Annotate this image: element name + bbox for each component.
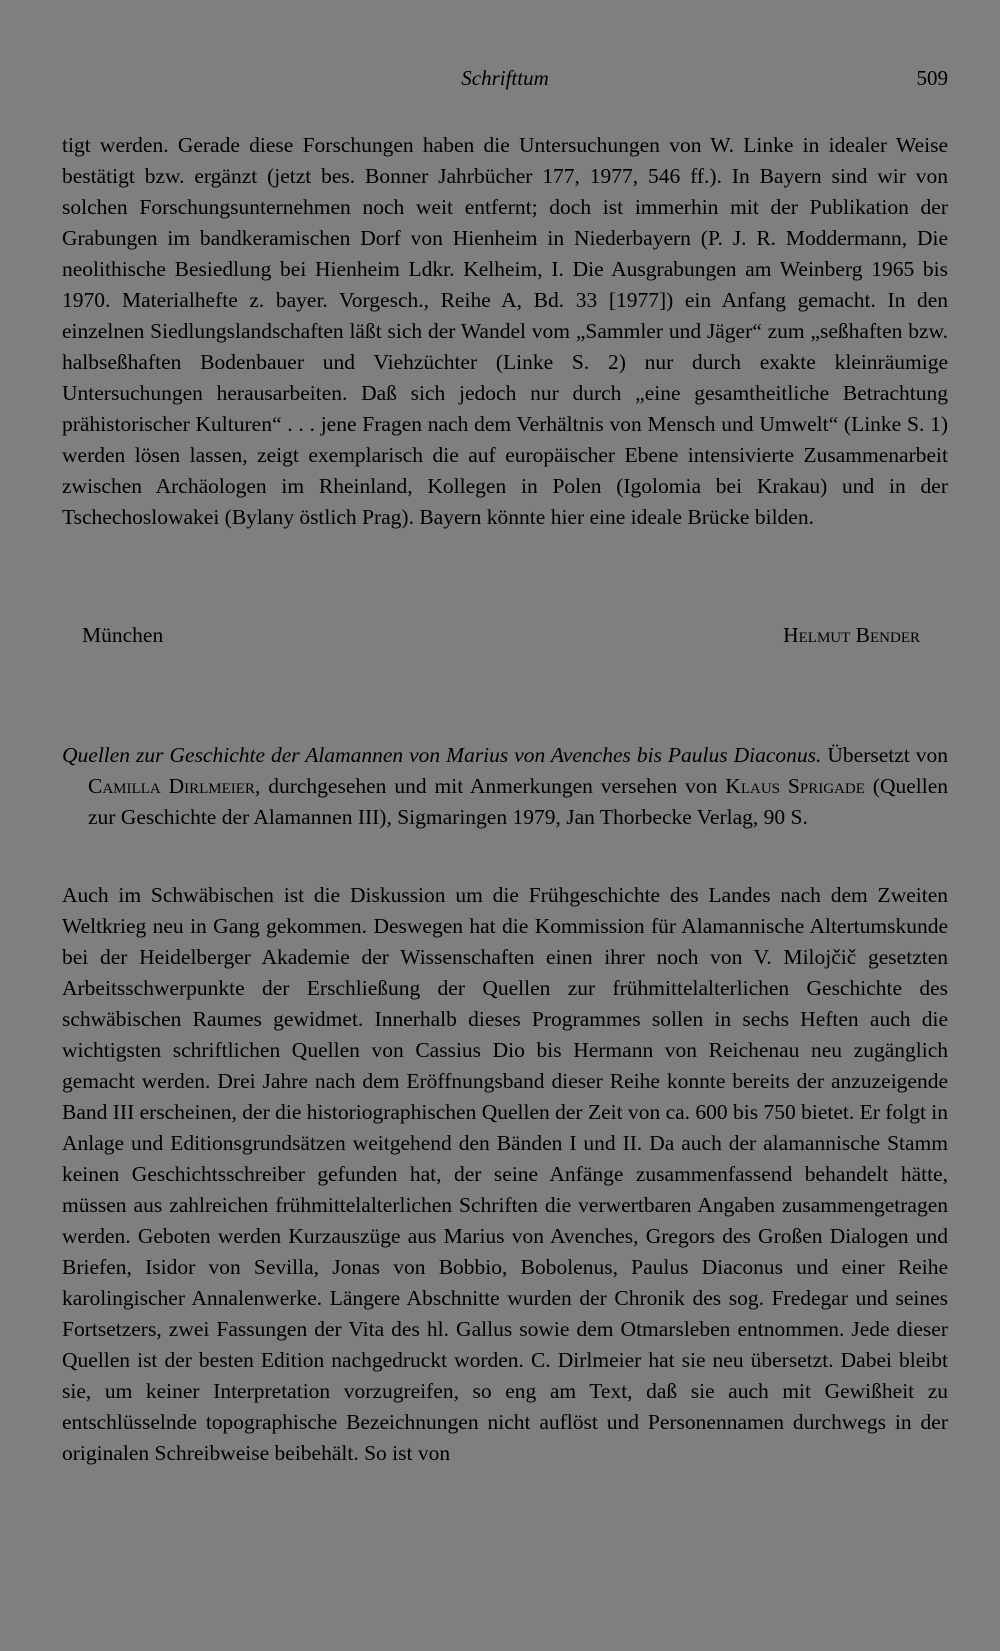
citation-text-1: Übersetzt von xyxy=(821,743,948,767)
citation-translator: Camilla Dirlmeier xyxy=(88,774,255,798)
running-title: Schrifttum xyxy=(461,66,549,90)
citation-text-2: , durchgesehen und mit Anmerkungen versehen von xyxy=(254,774,726,798)
page-number: 509 xyxy=(916,66,948,90)
bibliographic-citation xyxy=(62,740,948,833)
signature-author: Helmut Bender xyxy=(783,623,920,647)
signature-place: München xyxy=(82,623,164,647)
citation-editor: Klaus Sprigade xyxy=(725,774,865,798)
body-paragraph-2: Auch im Schwäbischen ist die Diskussion um die Frühgeschichte des Landes nach dem Zweiten Weltkrieg neu in Gang gekommen. Deswegen hat die Kommission für Alamannische Altertumskunde bei der Heidelberger Akademie der Wissenschaften einen ihrer noch von V. Milojčič gesetzten Arbeitsschwerpunkte der Erschließung der Quellen zur frühmittelalterlichen Geschichte des schwäbischen Raumes gewidmet. Innerhalb dieses Programmes sollen in sechs Heften auch die wichtigsten schriftlichen Quellen von Cassius Dio bis Hermann von Reichenau neu zugänglich gemacht werden. Drei Jahre nach dem Eröffnungsband dieser Reihe konnte bereits der anzuzeigende Band III erscheinen, der die historiographischen Quellen der Zeit von ca. 600 bis 750 bietet. Er folgt in Anlage und Editionsgrundsätzen weitgehend den Bänden I und II. Da auch der alamannische Stamm keinen Geschichtsschreiber gefunden hat, der seine Anfänge zusammenfassend behandelt hätte, müssen aus zahlreichen frühmittelalterlichen Schriften die verwertbaren Angaben zusammengetragen werden. Geboten werden Kurzauszüge aus Marius von Avenches, Gregors des Großen Dialogen und Briefen, Isidor von Sevilla, Jonas von Bobbio, Bobolenus, Paulus Diaconus und einer Reihe karolingischer Annalenwerke. Längere Abschnitte wurden der Chronik des sog. Fredegar und seines Fortsetzers, zwei Fassungen der Vita des hl. Gallus sowie dem Otmarsleben entnommen. Jede dieser Quellen ist der besten Edition nachgedruckt worden. C. Dirlmeier hat sie neu übersetzt. Dabei bleibt sie, um keiner Interpretation vorzugreifen, so eng am Text, daß sie auch mit Gewißheit zu entschlüsselnde topographische Bezeichnungen nicht auflöst und Personennamen durchwegs in der originalen Schreibweise beibehält. So ist von xyxy=(62,883,949,1465)
citation-text-3: (Quellen zur Geschichte der Alamannen III), Sigmaringen 1979, Jan Thorbecke Verlag, 90 S. xyxy=(88,774,949,829)
citation-title: Quellen zur Geschichte der Alamannen von Marius von Avenches bis Paulus Diaconus. xyxy=(62,743,822,767)
page-header xyxy=(62,62,948,96)
body-paragraph-1: tigt werden. Gerade diese Forschungen haben die Untersuchungen von W. Linke in idealer Weise bestätigt bzw. ergänzt (jetzt bes. Bonner Jahrbücher 177, 1977, 546 ff.). In Bayern sind wir von solchen Forschungsunternehmen noch weit entfernt; doch ist immerhin mit der Publikation der Grabungen im bandkeramischen Dorf von Hienheim in Niederbayern (P. J. R. Moddermann, Die neolithische Besiedlung bei Hienheim Ldkr. Kelheim, I. Die Ausgrabungen am Weinberg 1965 bis 1970. Materialhefte z. bayer. Vorgesch., Reihe A, Bd. 33 [1977]) ein Anfang gemacht. In den einzelnen Siedlungslandschaften läßt sich der Wandel vom „Sammler und Jäger“ zum „seßhaften bzw. halbseßhaften Bodenbauer und Viehzüchter (Linke S. 2) nur durch exakte kleinräumige Untersuchungen herausarbeiten. Daß sich jedoch nur durch „eine gesamtheitliche Betrachtung prähistorischer Kulturen“ . . . jene Fragen nach dem Verhältnis von Mensch und Umwelt“ (Linke S. 1) werden lösen lassen, zeigt exemplarisch die auf europäischer Ebene intensivierte Zusammenarbeit zwischen Archäologen im Rheinland, Kollegen in Polen (Igolomia bei Krakau) und in der Tschechoslowakei (Bylany östlich Prag). Bayern könnte hier eine ideale Brücke bilden. xyxy=(62,133,948,529)
